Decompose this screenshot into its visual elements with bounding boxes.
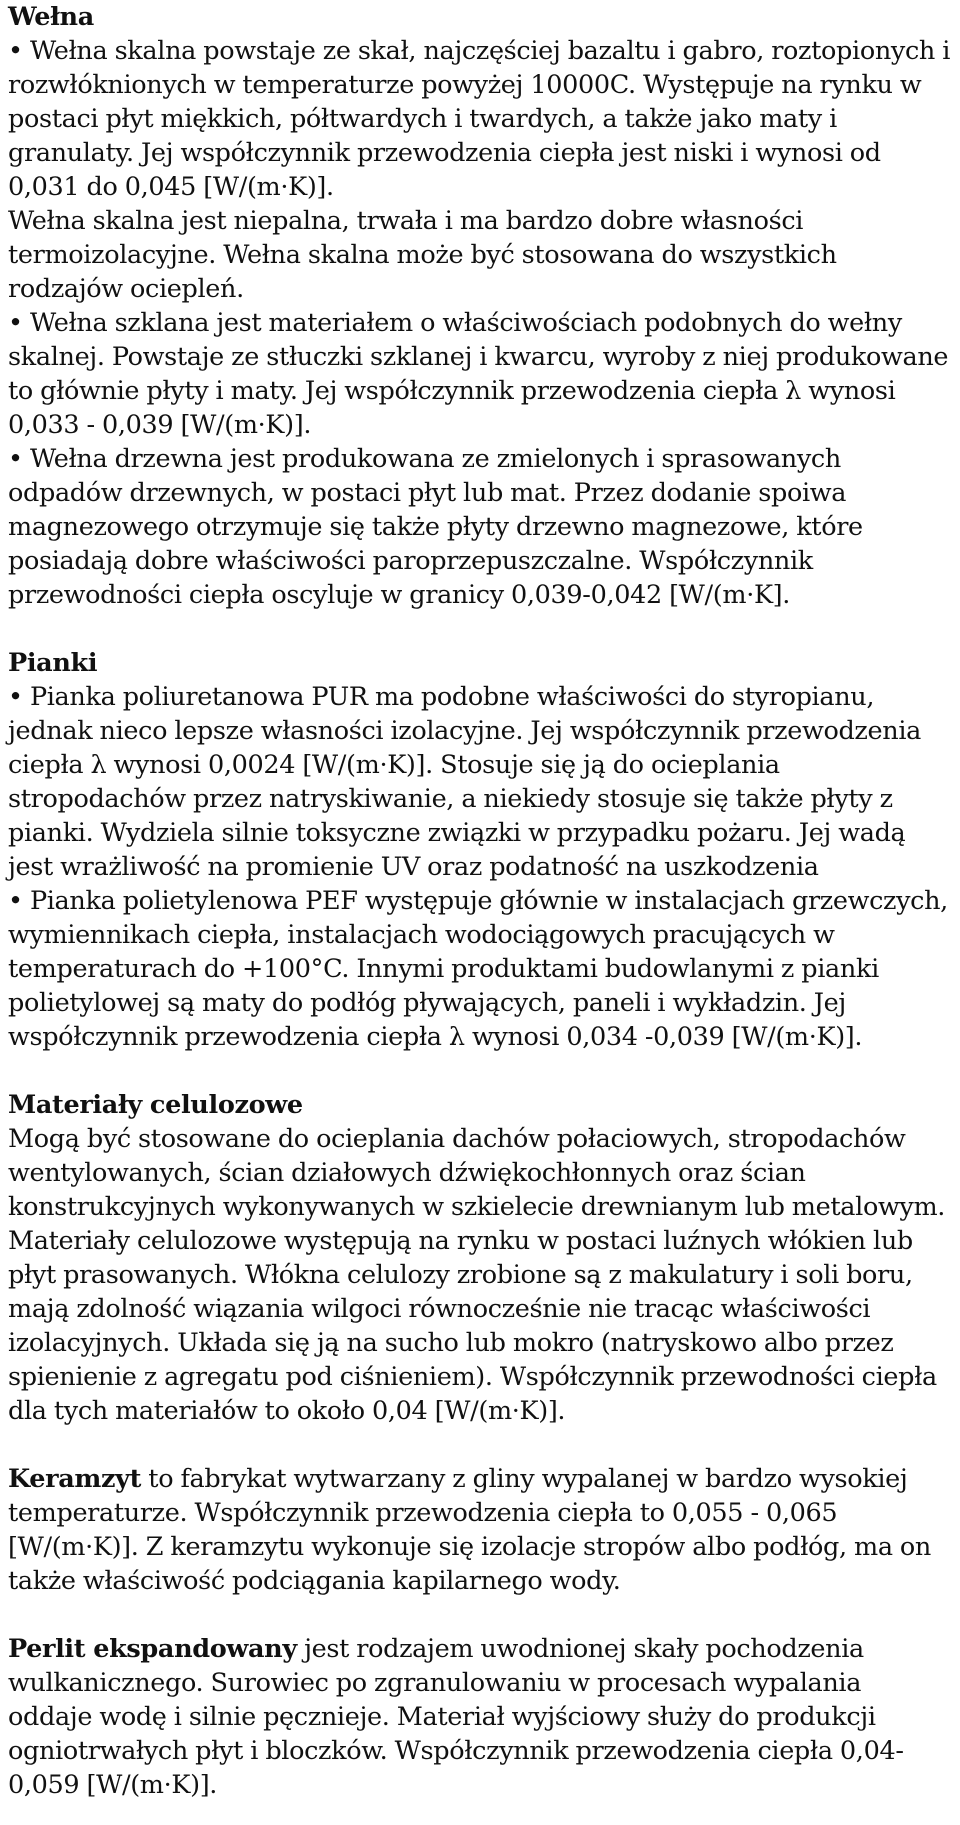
section-welna — [8, 0, 952, 612]
section-gap — [8, 1054, 952, 1088]
section-gap — [8, 1428, 952, 1462]
section-keramzyt — [8, 1462, 952, 1598]
paragraph-celuloza: Mogą być stosowane do ocieplania dachów połaciowych, stropodachów wentylowanych, ścian działowych dźwiękochłonnych oraz ścian konstrukcyjnych wykonywanych w szkielecie drewnianym lub metalowym. Materiały celulozowe występują na rynku w postaci luźnych włókien lub płyt prasowanych. Włókna celulozy zrobione są z makulatury i soli boru, mają zdolność wiązania wilgoci równocześnie nie tracąc właściwości izolacyjnych. Układa się ją na sucho lub mokro (natryskowo albo przez spienienie z agregatu pod ciśnieniem). Współczynnik przewodności ciepła dla tych materiałów to około 0,04 [W/(m·K)]. — [8, 1124, 946, 1426]
paragraph-perlit — [8, 1632, 952, 1802]
heading-materialy-celulozowe: Materiały celulozowe — [8, 1090, 303, 1120]
heading-pianki: Pianki — [8, 648, 98, 678]
section-gap — [8, 612, 952, 646]
heading-welna: Wełna — [8, 2, 94, 32]
section-gap — [8, 1598, 952, 1632]
paragraph-welna-szklana: • Wełna szklana jest materiałem o właściwościach podobnych do wełny skalnej. Powstaje ze stłuczki szklanej i kwarcu, wyroby z niej produkowane to głównie płyty i maty. Jej współczynnik przewodzenia ciepła λ wynosi 0,033 - 0,039 [W/(m·K)]. — [8, 308, 949, 440]
paragraph-welna-skalna: • Wełna skalna powstaje ze skał, najczęściej bazaltu i gabro, roztopionych i rozwłóknionych w temperaturze powyżej 10000C. Występuje na rynku w postaci płyt miękkich, półtwardych i twardych, a także jako maty i granulaty. Jej współczynnik przewodzenia ciepła jest niski i wynosi od 0,031 do 0,045 [W/(m·K)]. — [8, 36, 951, 202]
paragraph-keramzyt — [8, 1462, 952, 1598]
term-perlit-ekspandowany: Perlit ekspandowany — [8, 1634, 297, 1664]
perlit-text: jest rodzajem uwodnionej skały pochodzenia wulkanicznego. Surowiec po zgranulowaniu w procesach wypalania oddaje wodę i silnie pęcznieje. Materiał wyjściowy służy do produkcji ogniotrwałych płyt i bloczków. Współczynnik przewodzenia ciepła 0,04-0,059 [W/(m·K)]. — [8, 1634, 904, 1800]
paragraph-welna-skalna-properties: Wełna skalna jest niepalna, trwała i ma bardzo dobre własności termoizolacyjne. Wełna skalna może być stosowana do wszystkich rodzajów ociepleń. — [8, 206, 837, 304]
paragraph-welna-drzewna: • Wełna drzewna jest produkowana ze zmielonych i sprasowanych odpadów drzewnych, w postaci płyt lub mat. Przez dodanie spoiwa magnezowego otrzymuje się także płyty drzewno magnezowe, które posiadają dobre właściwości paroprzepuszczalne. Współczynnik przewodności ciepła oscyluje w granicy 0,039-0,042 [W/(m·K]. — [8, 444, 863, 610]
section-celuloza — [8, 1088, 952, 1428]
section-pianki — [8, 646, 952, 1054]
keramzyt-text: to fabrykat wytwarzany z gliny wypalanej w bardzo wysokiej temperaturze. Współczynnik przewodzenia ciepła to 0,055 - 0,065 [W/(m·K)]. Z keramzytu wykonuje się izolacje stropów albo podłóg, ma on także właściwość podciągania kapilarnego wody. — [8, 1464, 932, 1596]
term-keramzyt: Keramzyt — [8, 1464, 142, 1494]
section-perlit — [8, 1632, 952, 1802]
paragraph-pianka-pef: • Pianka polietylenowa PEF występuje głównie w instalacjach grzewczych, wymiennikach ciepła, instalacjach wodociągowych pracujących w temperaturach do +100°C. Innymi produktami budowlanymi z pianki polietylowej są maty do podłóg pływających, paneli i wykładzin. Jej współczynnik przewodzenia ciepła λ wynosi 0,034 -0,039 [W/(m·K)]. — [8, 886, 948, 1052]
paragraph-pianka-pur: • Pianka poliuretanowa PUR ma podobne właściwości do styropianu, jednak nieco lepsze własności izolacyjne. Jej współczynnik przewodzenia ciepła λ wynosi 0,0024 [W/(m·K)]. Stosuje się ją do ocieplania stropodachów przez natryskiwanie, a niekiedy stosuje się także płyty z pianki. Wydziela silnie toksyczne związki w przypadku pożaru. Jej wadą jest wrażliwość na promienie UV oraz podatność na uszkodzenia — [8, 682, 921, 882]
